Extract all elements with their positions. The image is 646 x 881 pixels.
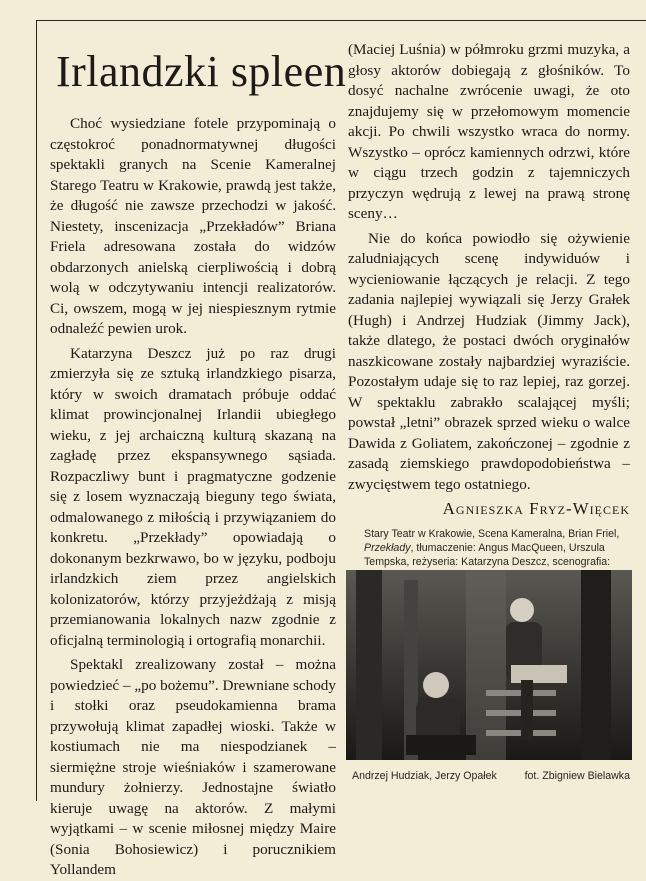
- left-column: [50, 40, 347, 881]
- paragraph-4: (Maciej Luśnia) w półmroku grzmi muzyka, a głosy aktorów dobiegają z głośników. To dosyć nachalne zwrócenie uwagi, że oto znajdujemy się w przełomowym momencie akcji. Po chwili wszystko wraca do normy. Wszystko – oprócz kamiennych odrzwi, które w ciągu trzech godzin z tajemniczych przyczyn wędrują z lewej na prawą stronę sceny…: [348, 41, 630, 222]
- photo-caption: Andrzej Hudziak, Jerzy Opałek: [352, 770, 497, 782]
- credits-text: Stary Teatr w Krakowie, Scena Kameralna, Brian Friel,: [364, 528, 620, 540]
- photo-credit: fot. Zbigniew Bielawka: [524, 770, 630, 782]
- article-title: Irlandzki spleen: [56, 47, 347, 96]
- paragraph-5: Nie do końca powiodło się ożywienie zaludniających scenę indywiduów i wycieniowanie łączących je relacji. Z tego zadania najlepiej wywiązali się Jerzy Grałek (Hugh) i Andrzej Hudziak (Jimmy Jack), także dlatego, że postaci dwóch oryginałów naszkicowane zostały najbardziej wyraziście. Pozostałym udaje się to raz lepiej, raz gorzej. W spektaklu zabrakło scalającej myśli; powstał „letni” obrazek sprzed wieku o walce Dawida z Goliatem, zakończonej – zgodnie z zasadą ziemskiego prawdopodobieństwa – zwycięstwem tego ostatniego.: [348, 229, 630, 493]
- author-byline: Agnieszka Fryz-Więcek: [442, 499, 630, 518]
- credits-play-title: Przekłady: [364, 542, 411, 554]
- paragraph-1: Choć wysiedziane fotele przypominają o częstokroć ponadnormatywnej długości spektakli granych na Scenie Kameralnej Starego Teatru w Krakowie, prawdą jest także, że długość nie zawsze przechodzi w jakość. Niestety, inscenizacja „Przekładów” Briana Friela adresowana została do widzów obdarzonych anielską cierpliwością i dobrą wolą w odczytywaniu intencji realizatorów. Ci, owszem, mogą w jej niespiesznym rytmie odnaleźć pewien urok.: [50, 115, 336, 337]
- credits-text-rest: , tłumaczenie: Angus MacQueen, Urszula Tempska, reżyseria: Katarzyna Deszcz, scenografia:: [364, 542, 611, 568]
- stage-photo: [346, 570, 632, 760]
- paragraph-3: Spektakl zrealizowany został – można powiedzieć – „po bożemu”. Drewniane schody i stołki oraz pseudokamienna brama przywołują klimat zapadłej wioski. Także w kostiumach nie ma niespodzianek – siermiężne stroje wieśniaków i szamerowane mundury żołnierzy. Jednostajne światło kieruje uwagę na aktorów. Z małymi wyjątkami – w scenie miłosnej między Maire (Sonia Bohosiewicz) i porucznikiem Yollandem: [50, 656, 336, 878]
- right-column: [348, 40, 630, 605]
- stage-photo-image: [346, 570, 632, 760]
- paragraph-2: Katarzyna Deszcz już po raz drugi zmierzyła się ze sztuką irlandzkiego pisarza, który w swoich dramatach próbuje oddać klimat prowincjonalnej Irlandii ubiegłego wieku, z jej archaiczną kulturą skazaną na zagładę przez ekspansywnego sąsiada. Rozpaczliwy bunt i pragmatyczne godzenie się z losem wyznaczają bieguny tego świata, odmalowanego z miłością i przywiązaniem do konkretu. „Przekłady” opowiadają o dokonanym bezkrwawo, bo w języku, podboju irlandzkich ziem przez angielskich kolonizatorów, którzy przyjeżdżają z misją przemianowania lokalnych nazw zgodnie z oficjalną terminologią i ortografią monarchii.: [50, 344, 336, 649]
